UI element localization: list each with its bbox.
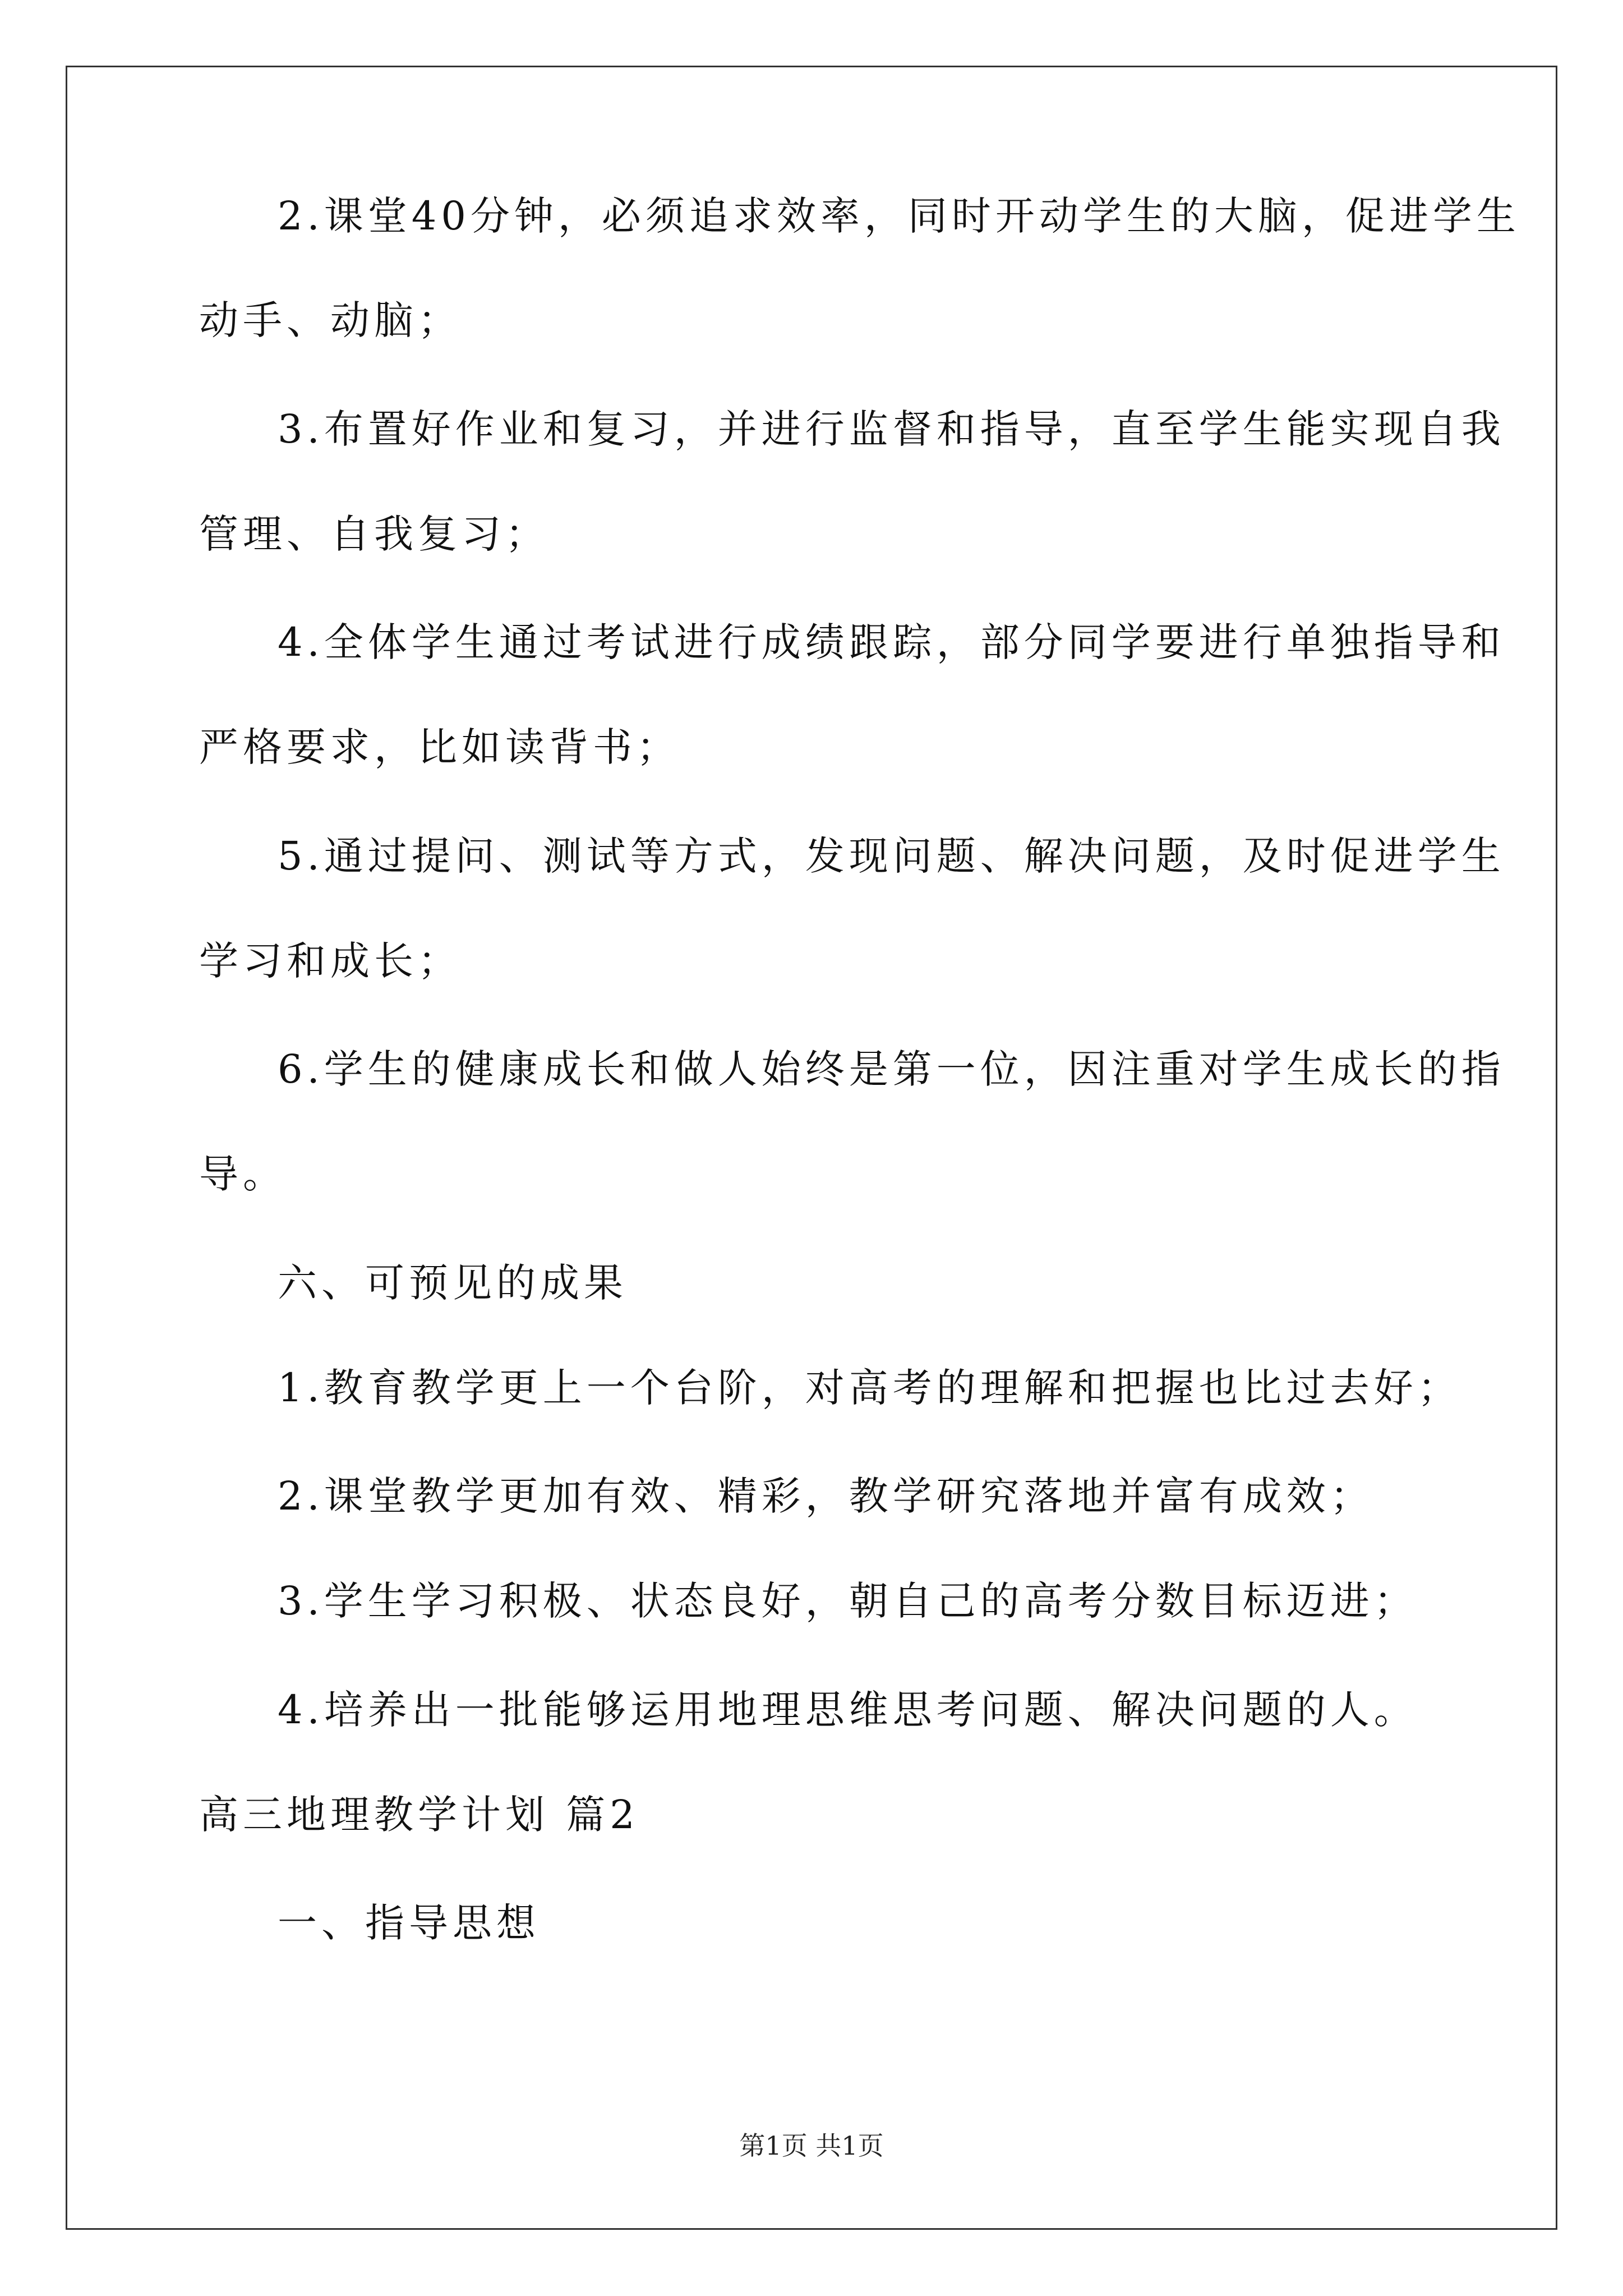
section-heading: 六、可预见的成果: [278, 1260, 628, 1306]
document-title: 高三地理教学计划 篇2: [199, 1792, 639, 1838]
paragraph-line: 6.学生的健康成长和做人始终是第一位，因注重对学生成长的指: [278, 1046, 1505, 1092]
paragraph-line: 2.课堂40分钟，必须追求效率，同时开动学生的大脑，促进学生: [278, 193, 1520, 239]
section-heading: 一、指导思想: [278, 1900, 540, 1946]
paragraph-line: 1.教育教学更上一个台阶，对高考的理解和把握也比过去好；: [278, 1365, 1461, 1411]
paragraph-line: 学习和成长；: [199, 938, 462, 984]
paragraph-line: 3.布置好作业和复习，并进行监督和指导，直至学生能实现自我: [278, 406, 1505, 452]
paragraph-line: 5.通过提问、测试等方式，发现问题、解决问题，及时促进学生: [278, 833, 1505, 879]
paragraph-line: 4.培养出一批能够运用地理思维思考问题、解决问题的人。: [278, 1687, 1418, 1733]
paragraph-line: 严格要求，比如读背书；: [199, 724, 680, 770]
paragraph-line: 管理、自我复习；: [199, 511, 549, 557]
paragraph-line: 2.课堂教学更加有效、精彩，教学研究落地并富有成效；: [278, 1473, 1374, 1519]
paragraph-line: 导。: [199, 1151, 287, 1197]
paragraph-line: 动手、动脑；: [199, 297, 462, 343]
paragraph-line: 4.全体学生通过考试进行成绩跟踪，部分同学要进行单独指导和: [278, 619, 1505, 665]
page-number-footer: 第1页 共1页: [739, 2131, 884, 2161]
paragraph-line: 3.学生学习积极、状态良好，朝自己的高考分数目标迈进；: [278, 1578, 1418, 1624]
